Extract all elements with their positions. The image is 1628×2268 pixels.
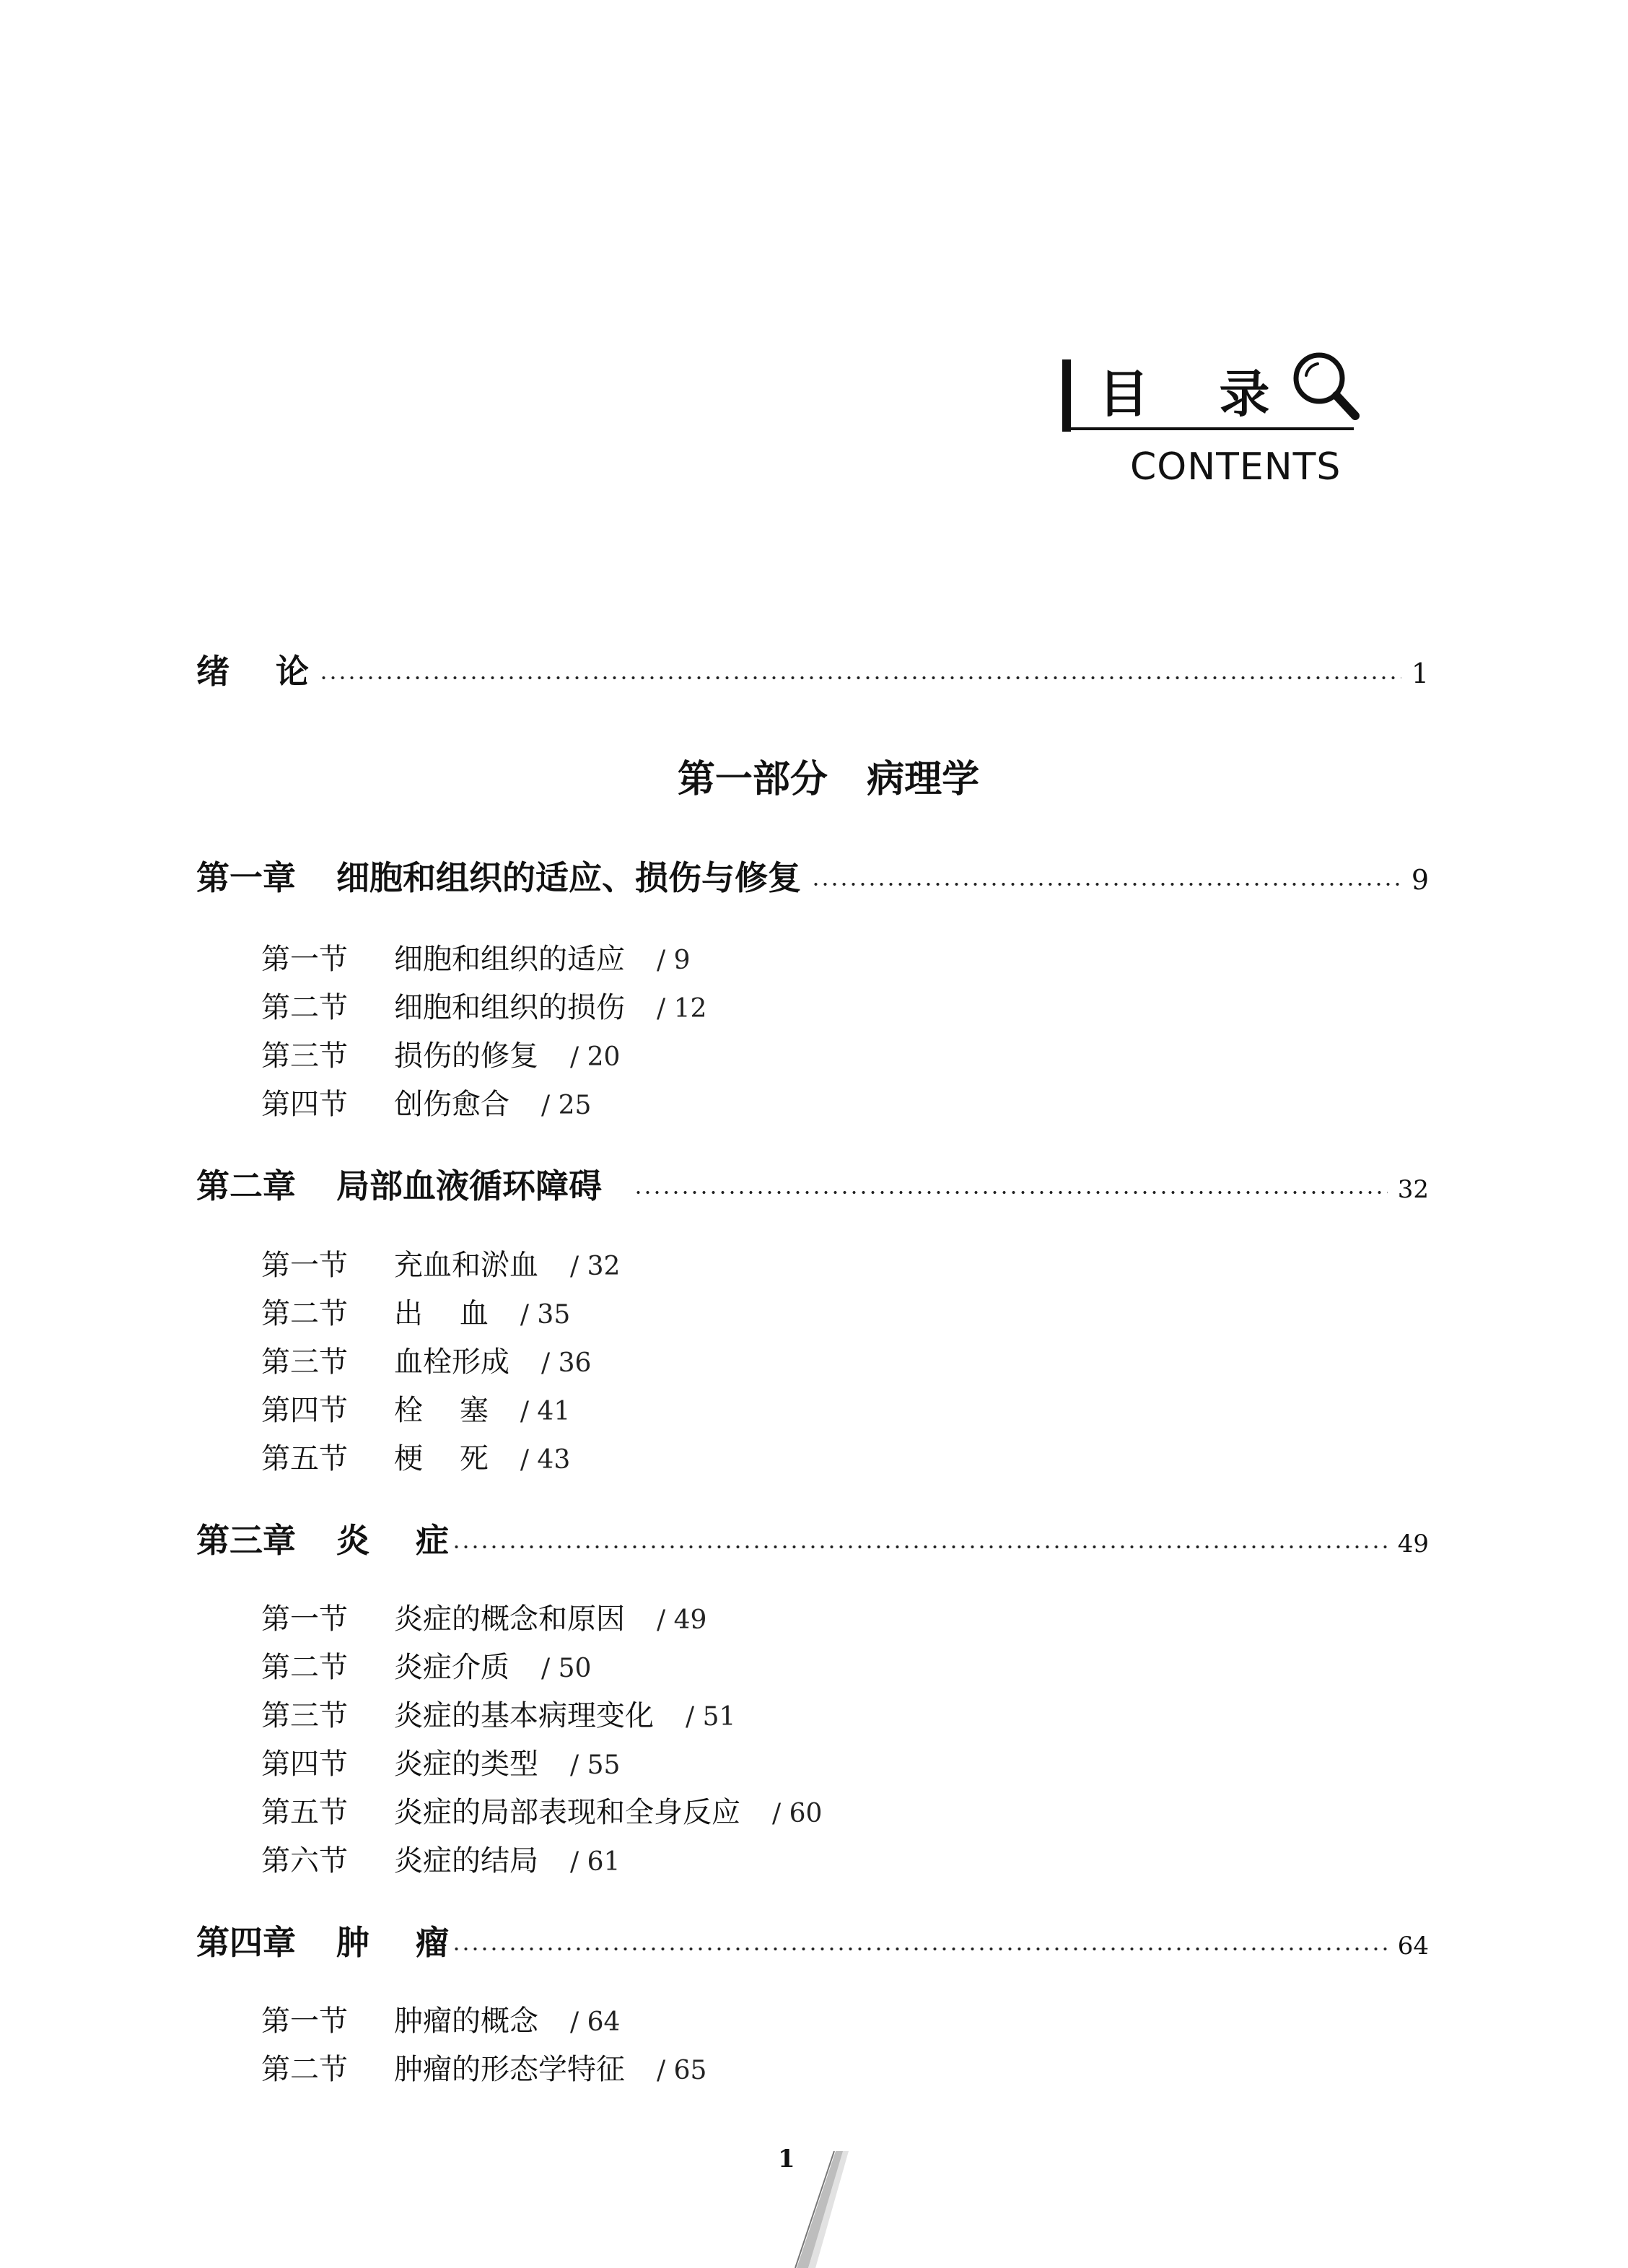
section-page: / 32 — [570, 1252, 621, 1281]
section-page: / 41 — [520, 1397, 571, 1426]
section-title: 梗 死 — [394, 1442, 489, 1475]
toc-section-row[interactable] — [261, 2046, 706, 2093]
toc-section-row[interactable] — [261, 1692, 735, 1740]
dot-leader — [452, 1545, 1388, 1548]
intro-page: 1 — [1411, 658, 1429, 689]
chapter-page: 49 — [1397, 1530, 1429, 1558]
section-label: 第五节 — [261, 1796, 348, 1829]
chapter-label: 第三章 — [196, 1521, 296, 1560]
page-corner-decoration — [779, 2151, 866, 2268]
section-page: / 35 — [520, 1300, 571, 1330]
header-accent-bar — [1062, 359, 1071, 432]
section-label: 第一节 — [261, 2005, 348, 2038]
dot-leader — [634, 1191, 1388, 1194]
section-page: / 12 — [657, 994, 707, 1024]
toc-section-row[interactable] — [261, 1387, 570, 1434]
chapter-page: 32 — [1397, 1175, 1429, 1204]
intro-label: 绪 论 — [196, 652, 310, 691]
toc-section-row[interactable] — [261, 1242, 620, 1289]
section-page: / 61 — [570, 1847, 621, 1877]
section-label: 第四节 — [261, 1748, 348, 1781]
header-underline — [1071, 427, 1354, 430]
section-title: 细胞和组织的损伤 — [394, 991, 625, 1024]
section-page: / 55 — [570, 1750, 621, 1780]
chapter-label: 第一章 — [196, 858, 296, 897]
section-page: / 36 — [541, 1348, 592, 1378]
chapter-page: 64 — [1397, 1932, 1429, 1960]
section-page: / 50 — [541, 1654, 592, 1683]
section-label: 第一节 — [261, 943, 348, 976]
section-page: / 65 — [657, 2056, 707, 2085]
section-label: 第三节 — [261, 1039, 348, 1073]
toc-chapter-row[interactable] — [196, 1161, 1429, 1211]
toc-section-row[interactable] — [261, 1789, 822, 1836]
section-label: 第一节 — [261, 1249, 348, 1282]
toc-section-row[interactable] — [261, 1435, 570, 1483]
section-label: 第一节 — [261, 1602, 348, 1636]
page-subtitle: CONTENTS — [1130, 445, 1342, 489]
section-title: 炎症的类型 — [394, 1748, 538, 1781]
toc-section-row[interactable] — [261, 1837, 620, 1885]
section-label: 第三节 — [261, 1699, 348, 1732]
chapter-label: 第四章 — [196, 1923, 296, 1962]
section-page: / 51 — [686, 1702, 736, 1732]
chapter-page: 9 — [1411, 864, 1429, 896]
toc-section-row[interactable] — [261, 1338, 591, 1386]
dot-leader — [811, 883, 1401, 886]
toc-section-row[interactable] — [261, 935, 690, 983]
toc-chapter-row[interactable] — [196, 1917, 1429, 1968]
section-title: 炎症的基本病理变化 — [394, 1699, 654, 1732]
toc-chapter-row[interactable] — [196, 852, 1429, 903]
section-title: 栓 塞 — [394, 1394, 489, 1427]
section-title: 肿瘤的形态学特征 — [394, 2053, 625, 2086]
section-label: 第六节 — [261, 1844, 348, 1877]
section-page: / 49 — [657, 1605, 707, 1635]
section-title: 炎症介质 — [394, 1651, 509, 1684]
section-label: 第四节 — [261, 1088, 348, 1121]
toc-section-row[interactable] — [261, 1595, 706, 1643]
toc-section-row[interactable] — [261, 1740, 620, 1788]
section-page: / 20 — [570, 1042, 621, 1072]
footer-page-number: 1 — [778, 2145, 795, 2173]
section-label: 第二节 — [261, 1651, 348, 1684]
section-label: 第五节 — [261, 1442, 348, 1475]
section-title: 损伤的修复 — [394, 1039, 538, 1073]
section-title: 血栓形成 — [394, 1345, 509, 1379]
section-page: / 25 — [541, 1091, 592, 1120]
section-page: / 64 — [570, 2007, 621, 2037]
chapter-title: 细胞和组织的适应、损伤与修复 — [336, 858, 801, 897]
magnifier-icon — [1285, 346, 1364, 426]
section-title: 炎症的结局 — [394, 1844, 538, 1877]
chapter-title: 局部血液循环障碍 — [336, 1166, 602, 1205]
section-title: 炎症的概念和原因 — [394, 1602, 625, 1636]
chapter-label: 第二章 — [196, 1166, 296, 1205]
toc-section-row[interactable] — [261, 1644, 591, 1691]
section-label: 第二节 — [261, 1297, 348, 1330]
section-label: 第二节 — [261, 991, 348, 1024]
toc-section-row[interactable] — [261, 1997, 620, 2045]
toc-section-row[interactable] — [261, 1290, 570, 1338]
section-title: 细胞和组织的适应 — [394, 943, 625, 976]
chapter-title: 炎 症 — [336, 1521, 450, 1560]
section-title: 充血和淤血 — [394, 1249, 538, 1282]
section-title: 出 血 — [394, 1297, 489, 1330]
section-page: / 9 — [657, 946, 691, 975]
part-title: 第一部分 病理学 — [677, 758, 980, 801]
toc-intro-row[interactable] — [196, 646, 1429, 697]
section-label: 第四节 — [261, 1394, 348, 1427]
toc-section-row[interactable] — [261, 984, 706, 1031]
toc-section-row[interactable] — [261, 1032, 620, 1080]
section-label: 第二节 — [261, 2053, 348, 2086]
dot-leader — [319, 676, 1401, 679]
toc-section-row[interactable] — [261, 1081, 591, 1128]
section-title: 创伤愈合 — [394, 1088, 509, 1121]
section-page: / 43 — [520, 1445, 571, 1475]
dot-leader — [452, 1948, 1388, 1950]
section-label: 第三节 — [261, 1345, 348, 1379]
page-title: 目 录 — [1098, 365, 1270, 424]
chapter-title: 肿 瘤 — [336, 1923, 450, 1962]
section-page: / 60 — [772, 1799, 823, 1828]
section-title: 肿瘤的概念 — [394, 2005, 538, 2038]
toc-chapter-row[interactable] — [196, 1515, 1429, 1566]
section-title: 炎症的局部表现和全身反应 — [394, 1796, 740, 1829]
